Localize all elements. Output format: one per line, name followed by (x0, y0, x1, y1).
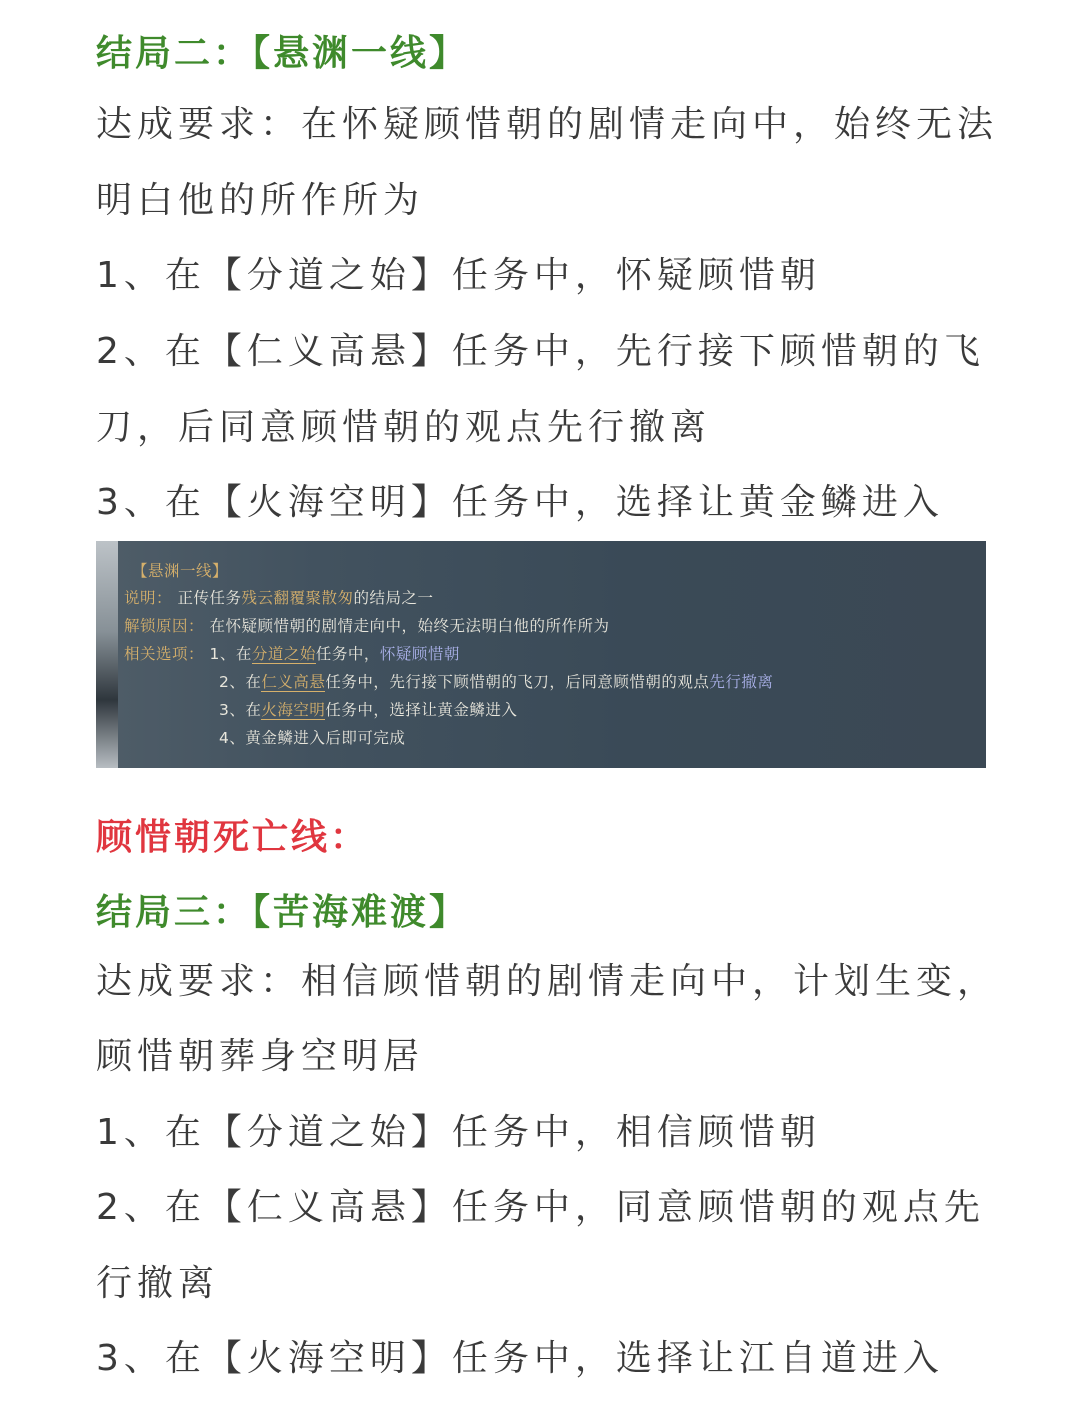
ending-three-step-2-cont: 行撤离 (96, 1263, 220, 1304)
panel-opt2-mid: 任务中，先行接下顾惜朝的飞刀，后同意顾惜朝的观点 (325, 673, 710, 691)
ending-two-requirement-line2: 明白他的所作所为 (96, 180, 425, 221)
ending-three-requirement-line2: 顾惜朝葬身空明居 (96, 1036, 425, 1077)
ending-two-step-1: 1、在【分道之始】任务中，怀疑顾惜朝 (96, 255, 821, 296)
ending-three-step-3: 3、在【火海空明】任务中，选择让江自道进入 (96, 1338, 944, 1379)
panel-side-decoration (96, 541, 118, 768)
ending-three-step-1: 1、在【分道之始】任务中，相信顾惜朝 (96, 1112, 821, 1153)
ending-three-requirement-line1: 达成要求：相信顾惜朝的剧情走向中，计划生变， (96, 961, 999, 1002)
panel-option-4-row: 4、黄金鳞进入后即可完成 (219, 729, 406, 747)
ending-two-step-3: 3、在【火海空明】任务中，选择让黄金鳞进入 (96, 482, 944, 523)
panel-option-2-row (219, 670, 773, 692)
death-line-heading: 顾惜朝死亡线： (96, 817, 370, 858)
panel-opt3-mid: 任务中，选择让黄金鳞进入 (325, 701, 518, 719)
panel-reason-row (124, 614, 609, 636)
panel-option-1-row (124, 642, 460, 664)
panel-option-3-row (219, 698, 517, 720)
ending-two-requirement-line1: 达成要求：在怀疑顾惜朝的剧情走向中，始终无法 (96, 104, 999, 145)
panel-description-row (124, 586, 434, 608)
panel-desc-quest: 残云翻覆聚散匆 (241, 589, 354, 607)
panel-opt2-choice: 先行撤离 (709, 673, 774, 691)
panel-opt3-quest: 火海空明 (261, 701, 326, 719)
ending-three-heading: 结局三：【苦海难渡】 (96, 892, 469, 933)
panel-options-label: 相关选项： (124, 645, 205, 663)
panel-title: 【悬渊一线】 (132, 562, 229, 580)
panel-opt3-prefix: 3、在 (219, 701, 262, 719)
panel-opt2-quest: 仁义高悬 (261, 673, 326, 691)
ending-two-heading: 结局二：【悬渊一线】 (96, 33, 469, 74)
panel-opt1-quest: 分道之始 (251, 645, 316, 663)
panel-opt1-prefix: 1、在 (209, 645, 252, 663)
panel-opt1-choice: 怀疑顾惜朝 (379, 645, 460, 663)
ending-three-step-2: 2、在【仁义高悬】任务中，同意顾惜朝的观点先 (96, 1187, 985, 1228)
panel-reason-label: 解锁原因： (124, 617, 205, 635)
panel-desc-label: 说明： (124, 589, 173, 607)
ending-two-step-2: 2、在【仁义高悬】任务中，先行接下顾惜朝的飞 (96, 331, 985, 372)
panel-reason-text: 在怀疑顾惜朝的剧情走向中，始终无法明白他的所作所为 (209, 617, 610, 635)
panel-desc-suffix: 的结局之一 (353, 589, 434, 607)
panel-opt1-mid: 任务中， (315, 645, 380, 663)
game-ending-panel-screenshot (96, 541, 986, 768)
ending-two-step-2-cont: 刀，后同意顾惜朝的观点先行撤离 (96, 407, 712, 448)
panel-desc-prefix: 正传任务 (177, 589, 242, 607)
panel-opt2-prefix: 2、在 (219, 673, 262, 691)
